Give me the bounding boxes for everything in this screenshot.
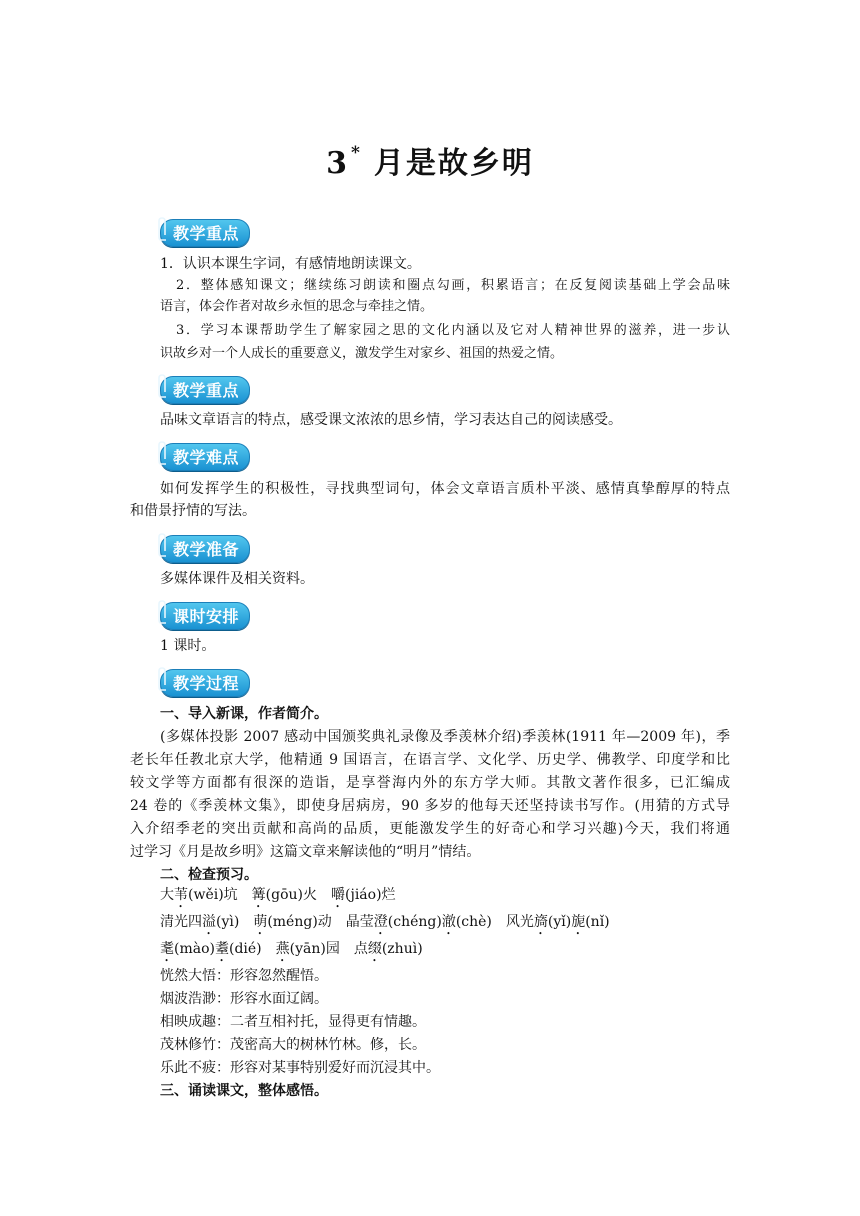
definition-2: 烟波浩渺：形容水面辽阔。 — [160, 991, 328, 1007]
section-label: 教学准备 — [173, 540, 240, 559]
goal-line-2b: 语言，体会作者对故乡永恒的思念与牵挂之情。 — [160, 299, 434, 314]
goal-line-1: 1．认识本课生字词，有感情地朗读课文。 — [160, 256, 421, 272]
process-paragraph-line-1: (多媒体投影 2007 感动中国颁奖典礼录像及季羡林介绍)季羡林(1911 年—2009 年)，季 — [160, 729, 730, 745]
difficulty-line-1: 如何发挥学生的积极性，寻找典型词句，体会文章语言质朴平淡、感情真挚醇厚的特点 — [160, 481, 730, 497]
process-paragraph-line-2: 老长年任教北京大学，他精通 9 国语言，在语言学、文化学、历史学、佛教学、印度学和比 — [130, 752, 730, 768]
goal-line-3a: 3．学习本课帮助学生了解家园之思的文化内涵以及它对人精神世界的滋养，进一步认 — [176, 323, 730, 338]
goal-line-2a: 2．整体感知课文；继续练习朗读和圈点勾画，积累语言；在反复阅读基础上学会品味 — [176, 278, 730, 293]
process-paragraph-line-4: 24 卷的《季羡林文集》，即使身居病房，90 多岁的他每天还坚持读书写作。(用猜的方式导 — [130, 798, 730, 814]
key-point-text: 品味文章语言的特点，感受课文浓浓的思乡情，学习表达自己的阅读感受。 — [160, 412, 622, 428]
section-label: 教学难点 — [173, 448, 240, 467]
section-label: 课时安排 — [173, 607, 240, 626]
vocab-line-1: 大苇(wěi)坑 篝(gōu)火 嚼(jiáo)烂 — [160, 887, 396, 903]
preparation-text: 多媒体课件及相关资料。 — [160, 571, 314, 587]
process-paragraph-line-6: 过学习《月是故乡明》这篇文章来解读他的“明月”情结。 — [130, 844, 481, 860]
schedule-text: 1 课时。 — [160, 638, 216, 654]
paperclip-icon — [158, 216, 170, 242]
process-paragraph-line-3: 较文学等方面都有很深的造诣，是享誉海内外的东方学大师。其散文著作很多，已汇编成 — [130, 775, 730, 791]
lesson-number: 3 — [326, 146, 349, 181]
page-title — [0, 138, 860, 182]
paperclip-icon — [158, 373, 170, 399]
difficulty-line-2: 和借景抒情的写法。 — [130, 503, 256, 519]
paperclip-icon — [158, 440, 170, 466]
goal-line-3b: 识故乡对一个人成长的重要意义，激发学生对家乡、祖国的热爱之情。 — [160, 346, 564, 361]
definition-5: 乐此不疲：形容对某事特别爱好而沉浸其中。 — [160, 1060, 440, 1076]
definition-1: 恍然大悟：形容忽然醒悟。 — [160, 968, 328, 984]
section-label: 教学过程 — [173, 674, 240, 693]
vocab-line-2: 清光四溢(yì) 萌(méng)动 晶莹澄(chéng)澈(chè) 风光旖(yǐ)旎(nǐ) — [160, 914, 610, 930]
process-heading-3: 三、诵读课文，整体感悟。 — [160, 1083, 328, 1099]
section-label: 教学重点 — [173, 381, 240, 400]
process-paragraph-line-5: 入介绍季老的突出贡献和高尚的品质，更能激发学生的好奇心和学习兴趣)今天，我们将通 — [130, 821, 730, 837]
section-label: 教学重点 — [173, 224, 240, 243]
process-heading-1: 一、导入新课，作者简介。 — [160, 706, 328, 722]
paperclip-icon — [158, 666, 170, 692]
optional-star: * — [350, 143, 362, 163]
process-heading-2: 二、检查预习。 — [160, 867, 258, 883]
vocab-line-3: 耄(mào)耋(dié) 燕(yān)园 点缀(zhuì) — [160, 941, 423, 957]
lesson-title: 月是故乡明 — [373, 146, 534, 181]
definition-4: 茂林修竹：茂密高大的树林竹林。修，长。 — [160, 1037, 426, 1053]
definition-3: 相映成趣：二者互相衬托，显得更有情趣。 — [160, 1014, 426, 1030]
paperclip-icon — [158, 532, 170, 558]
paperclip-icon — [158, 599, 170, 625]
